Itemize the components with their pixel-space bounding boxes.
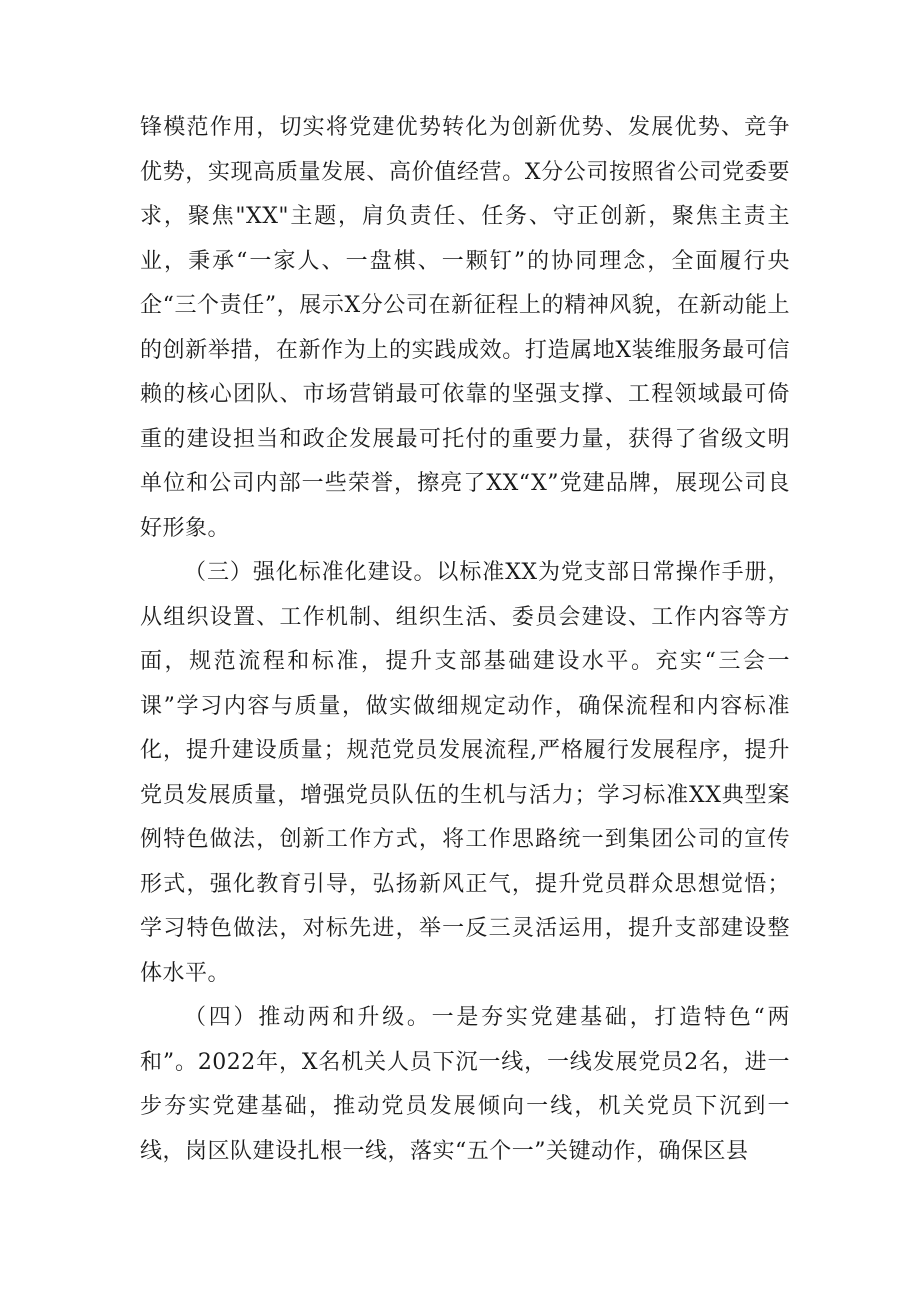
paragraph-continuation: 锋模范作用，切实将党建优势转化为创新优势、发展优势、竞争优势，实现高质量发展、高价值经营。X分公司按照省公司党委要求，聚焦"XX"主题，肩负责任、任务、守正创新，聚焦主责主业，秉承“一家人、一盘棋、一颗钉”的协同理念，全面履行央企“三个责任”，展示X分公司在新征程上的精神风貌，在新动能上的创新举措，在新作为上的实践成效。打造属地X装维服务最可信赖的核心团队、市场营销最可依靠的坚强支撑、工程领域最可倚重的建设担当和政企发展最可托付的重要力量，获得了省级文明单位和公司内部一些荣誉，擦亮了XX“X”党建品牌，展现公司良好形象。 bbox=[140, 115, 790, 541]
paragraph-section-3: （三）强化标准化建设。以标准XX为党支部日常操作手册，从组织设置、工作机制、组织生活、委员会建设、工作内容等方面，规范流程和标准，提升支部基础建设水平。充实“三会一课”学习内容与质量，做实做细规定动作，确保流程和内容标准化，提升建设质量；规范党员发展流程,严格履行发展程序，提升党员发展质量，增强党员队伍的生机与活力；学习标准XX典型案例特色做法，创新工作方式，将工作思路统一到集团公司的宣传形式，强化教育引导，弘扬新风正气，提升党员群众思想觉悟；学习特色做法，对标先进，举一反三灵活运用，提升支部建设整体水平。 bbox=[140, 560, 790, 986]
document-page bbox=[140, 106, 790, 1174]
paragraph-section-4: （四）推动两和升级。一是夯实党建基础，打造特色“两和”。2022年，X名机关人员下沉一线，一线发展党员2名，进一步夯实党建基础，推动党员发展倾向一线，机关党员下沉到一线，岗区队建设扎根一线，落实“五个一”关键动作，确保区县 bbox=[140, 1005, 790, 1164]
